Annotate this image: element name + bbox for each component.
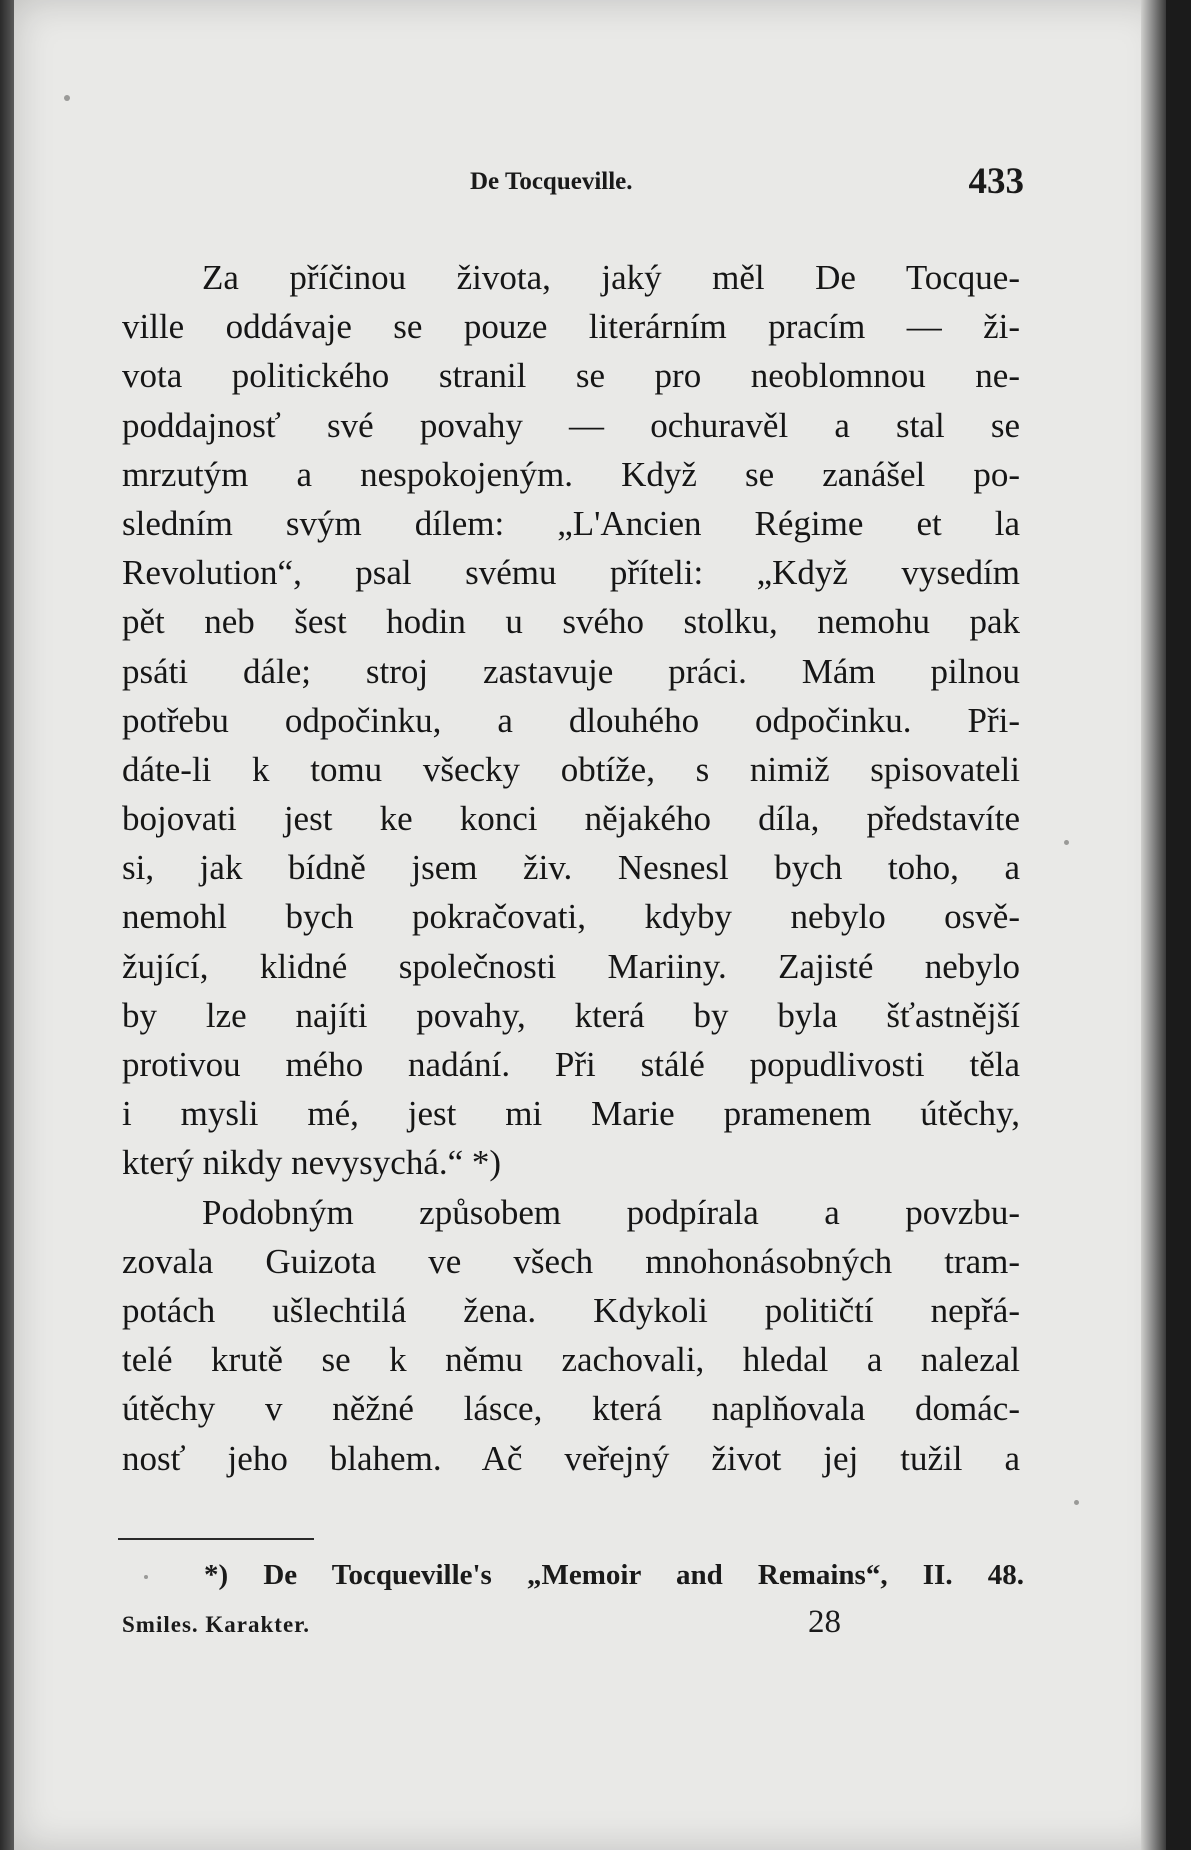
text-line: mrzutým a nespokojeným. Když se zanášel po- (122, 454, 1020, 494)
paper-speck (144, 1575, 148, 1579)
text-line: dáte-li k tomu všecky obtíže, s nimiž spisovateli (122, 749, 1020, 789)
text-line: který nikdy nevysychá.“ *) (122, 1143, 502, 1183)
text-line: Podobným způsobem podpírala a povzbu- (202, 1192, 1020, 1232)
text-line: psáti dále; stroj zastavuje práci. Mám pilnou (122, 651, 1020, 691)
text-line: Revolution“, psal svému příteli: „Když vysedím (122, 553, 1020, 593)
book-spine-edge (0, 0, 14, 1850)
text-line: ville oddávaje se pouze literárním pracím — ži- (122, 307, 1020, 347)
text-line: pět neb šest hodin u svého stolku, nemohu pak (122, 602, 1020, 642)
paper-speck (1074, 1500, 1079, 1505)
running-title: De Tocqueville. (470, 168, 633, 195)
signature-mark: Smiles. Karakter. (122, 1612, 310, 1637)
page-number: 433 (968, 161, 1024, 202)
text-line: protivou mého nadání. Při stálé popudlivosti těla (122, 1045, 1020, 1084)
text-line: i mysli mé, jest mi Marie pramenem útěchy, (122, 1094, 1020, 1134)
page-header (470, 160, 1024, 206)
text-line: telé krutě se k němu zachovali, hledal a nalezal (122, 1340, 1020, 1380)
text-line: potách ušlechtilá žena. Kdykoli političtí nepřá- (122, 1290, 1020, 1330)
text-line: si, jak bídně jsem živ. Nesnesl bych toho, a (122, 848, 1020, 888)
text-line: zovala Guizota ve všech mnohonásobných tram- (122, 1241, 1020, 1281)
book-page (14, 0, 1166, 1850)
text-line: bojovati jest ke konci nějakého díla, představíte (122, 799, 1020, 839)
text-line: vota politického stranil se pro neoblomnou ne- (122, 356, 1020, 396)
footnote: *) De Tocqueville's „Memoir and Remains“, II. 48. (204, 1559, 1024, 1591)
text-line: Za příčinou života, jaký měl De Tocque- (202, 258, 1020, 297)
page-edge-shadow (1141, 0, 1166, 1850)
text-line: nemohl bych pokračovati, kdyby nebylo osvě- (122, 897, 1020, 937)
text-line: poddajnosť své povahy — ochuravěl a stal se (122, 405, 1020, 445)
text-line: by lze najíti povahy, která by byla šťastnější (122, 995, 1020, 1035)
text-line: nosť jeho blahem. Ač veřejný život jej tužil a (122, 1438, 1020, 1478)
signature-number: 28 (808, 1604, 841, 1640)
body-text (122, 253, 1020, 1483)
text-line: útěchy v něžné lásce, která naplňovala domác- (122, 1389, 1020, 1429)
footnote-rule (118, 1538, 314, 1540)
text-line: potřebu odpočinku, a dlouhého odpočinku. Při- (122, 700, 1020, 740)
text-line: žující, klidné společnosti Mariiny. Zajisté nebylo (122, 946, 1020, 986)
text-line: sledním svým dílem: „L'Ancien Régime et la (122, 503, 1020, 543)
paper-speck (1064, 840, 1069, 845)
paper-speck (64, 95, 70, 101)
